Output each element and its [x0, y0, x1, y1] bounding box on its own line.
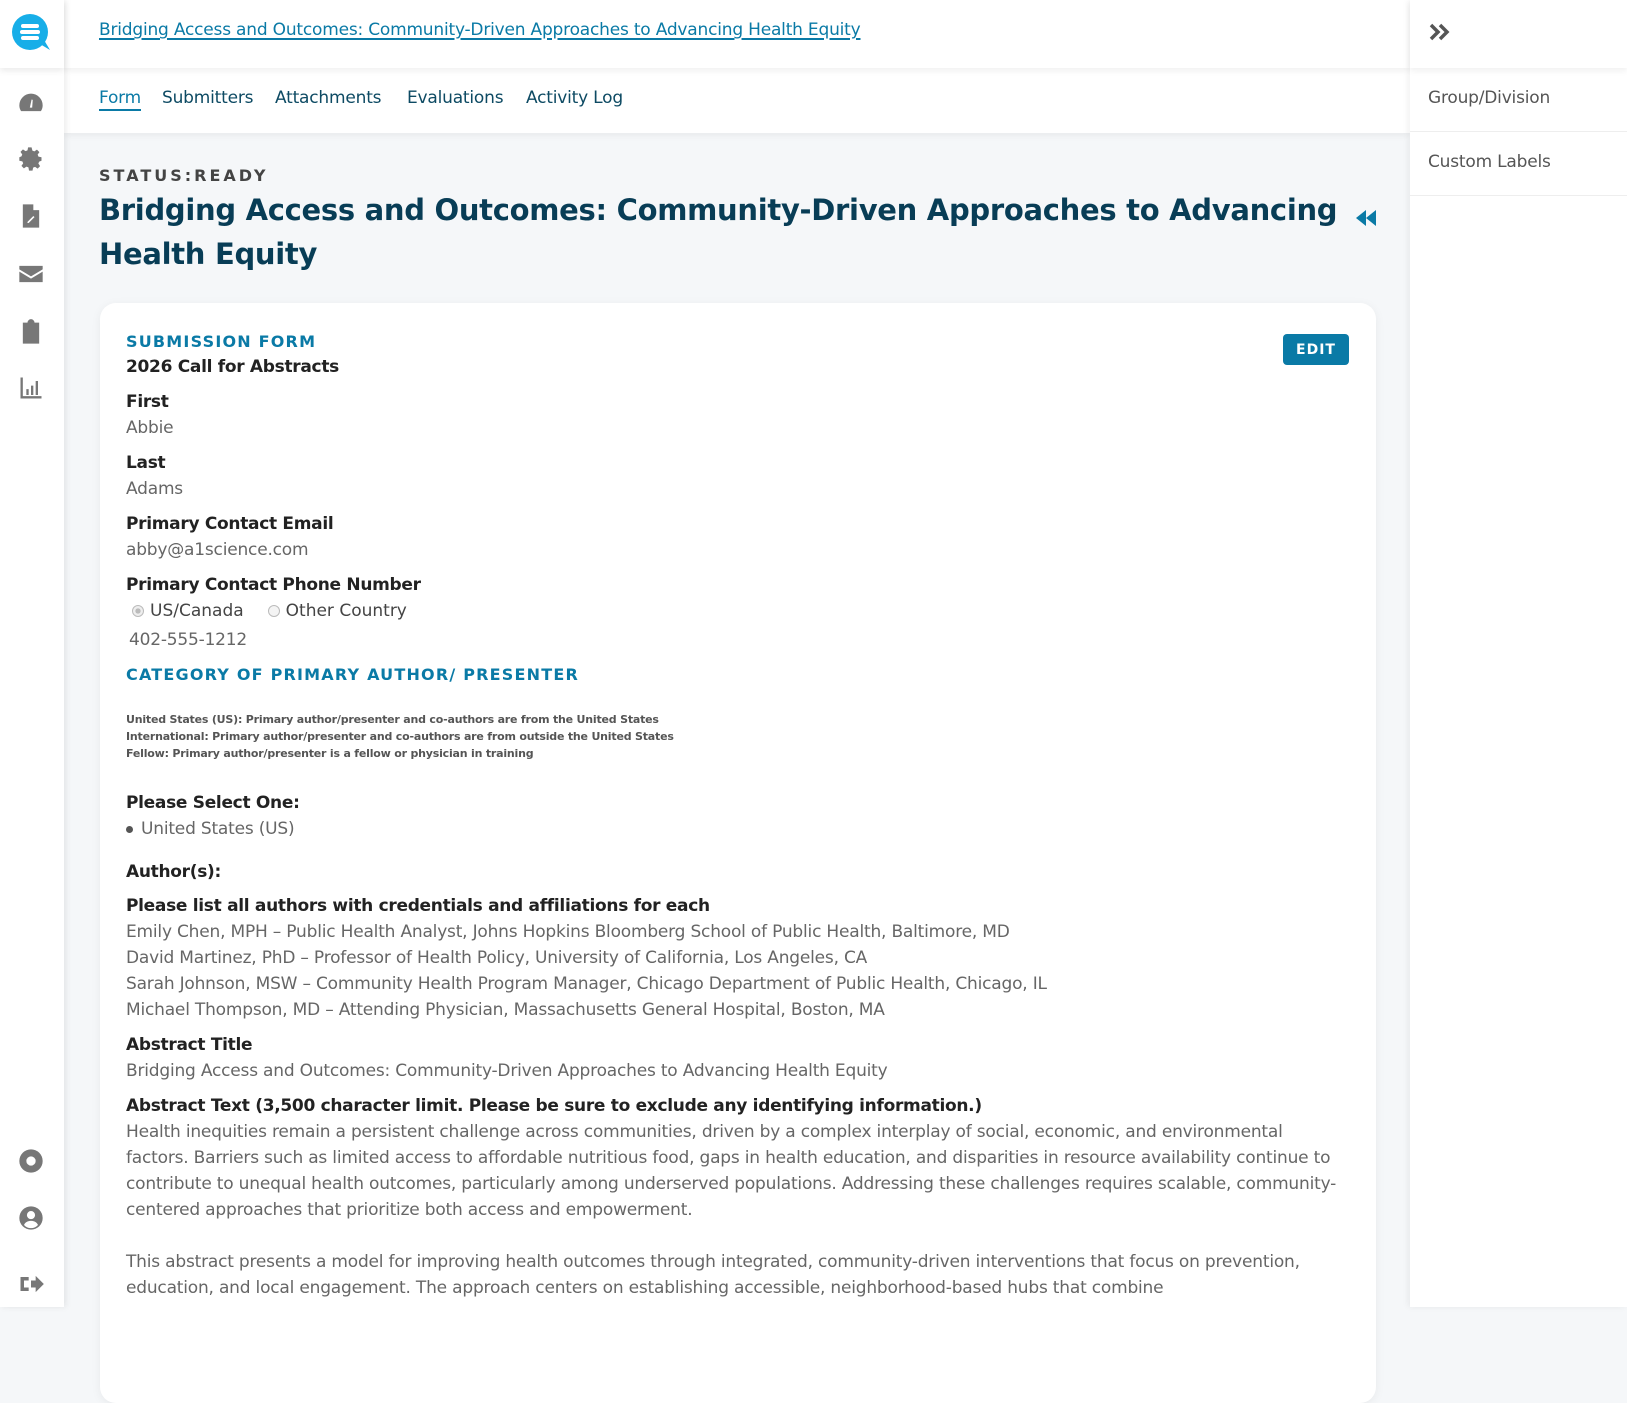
gear-icon[interactable]: [16, 144, 46, 174]
section-heading: SUBMISSION FORM: [126, 332, 317, 351]
field-value: abby@a1science.com: [126, 540, 309, 560]
author-line: David Martinez, PhD – Professor of Health Policy, University of California, Los Angeles, CA: [126, 948, 868, 968]
field-value: Adams: [126, 479, 183, 499]
submission-form-card: [100, 303, 1376, 1403]
note-line: Fellow: Primary author/presenter is a fellow or physician in training: [126, 747, 534, 760]
field-value: Abbie: [126, 418, 174, 438]
panel-item-custom-labels[interactable]: Custom Labels: [1410, 132, 1627, 196]
field-email: [126, 511, 1350, 563]
field-label: Please list all authors with credentials and affiliations for each: [126, 896, 710, 916]
field-phone: [126, 572, 1350, 653]
submission-title-link[interactable]: Bridging Access and Outcomes: Community-Driven Approaches to Advancing Health Equity: [99, 20, 861, 40]
edit-button[interactable]: EDIT: [1283, 334, 1349, 365]
author-line: Michael Thompson, MD – Attending Physician, Massachusetts General Hospital, Boston, MA: [126, 1000, 885, 1020]
authors-heading: Author(s):: [126, 862, 222, 882]
clipboard-icon[interactable]: [16, 317, 46, 347]
right-panel: [1410, 0, 1627, 1307]
panel-item-group-division[interactable]: Group/Division: [1410, 68, 1627, 132]
radio-empty-icon: [268, 605, 280, 617]
field-label: Please Select One:: [126, 793, 300, 813]
radio-label: US/Canada: [150, 601, 244, 621]
user-profile-icon[interactable]: [16, 1203, 46, 1233]
mail-icon[interactable]: [16, 259, 46, 289]
field-select-one: [126, 790, 1350, 842]
author-line: Sarah Johnson, MSW – Community Health Program Manager, Chicago Department of Public Health, Chicago, IL: [126, 974, 1047, 994]
field-label: Abstract Title: [126, 1035, 253, 1055]
abstract-paragraph: This abstract presents a model for improving health outcomes through integrated, community-driven interventions that focus on prevention, education, and local engagement. The approach centers on establishing accessible, neighborhood-based hubs that combine: [126, 1252, 1300, 1298]
field-label: Abstract Text (3,500 character limit. Please be sure to exclude any identifying information.): [126, 1096, 982, 1116]
bar-chart-icon[interactable]: [16, 373, 46, 403]
field-label: Primary Contact Phone Number: [126, 575, 421, 595]
sidebar: [0, 0, 64, 1307]
tab-activity-log[interactable]: Activity Log: [526, 88, 623, 108]
tab-bar: [64, 68, 1410, 133]
field-label: Primary Contact Email: [126, 514, 334, 534]
field-value: United States (US): [141, 819, 295, 839]
tab-attachments[interactable]: Attachments: [275, 88, 382, 108]
field-label: First: [126, 392, 169, 412]
radio-label: Other Country: [285, 601, 407, 621]
section-heading: CATEGORY OF PRIMARY AUTHOR/ PRESENTER: [126, 665, 579, 684]
radio-selected-icon: [132, 605, 144, 617]
app-logo-icon[interactable]: [10, 12, 52, 54]
tab-evaluations[interactable]: Evaluations: [407, 88, 504, 108]
field-authors: [126, 893, 1350, 1023]
bullet-icon: [126, 826, 133, 833]
field-value: Bridging Access and Outcomes: Community-Driven Approaches to Advancing Health Equity: [126, 1061, 888, 1081]
field-abstract-title: [126, 1032, 1350, 1084]
author-line: Emily Chen, MPH – Public Health Analyst, Johns Hopkins Bloomberg School of Public Health, Baltimore, MD: [126, 922, 1010, 942]
field-abstract-text: [126, 1093, 1350, 1301]
tab-form[interactable]: Form: [99, 88, 141, 111]
logout-icon[interactable]: [16, 1269, 46, 1299]
status-label: STATUS:READY: [99, 166, 269, 185]
document-edit-icon[interactable]: [16, 201, 46, 231]
dashboard-icon[interactable]: [16, 88, 46, 118]
field-value: 402-555-1212: [129, 630, 248, 650]
collapse-left-icon[interactable]: [1354, 208, 1378, 228]
tab-submitters[interactable]: Submitters: [162, 88, 254, 108]
abstract-paragraph: Health inequities remain a persistent challenge across communities, driven by a complex interplay of social, economic, and environmental factors. Barriers such as limited access to affordable nutritious food, gaps in health education, and disparities in resource availability continue to contribute to unequal health outcomes, particularly among underserved populations. Addressing these challenges requires scalable, community-centered approaches that prioritize both access and empowerment.: [126, 1122, 1337, 1220]
note-line: United States (US): Primary author/presenter and co-authors are from the United States: [126, 713, 659, 726]
page-title: Bridging Access and Outcomes: Community-Driven Approaches to Advancing Health Equity: [99, 193, 1338, 271]
expand-right-icon[interactable]: [1428, 22, 1452, 42]
category-notes: [126, 711, 1350, 762]
help-lifebuoy-icon[interactable]: [16, 1146, 46, 1176]
radio-us-canada[interactable]: [132, 598, 244, 624]
field-label: Last: [126, 453, 166, 473]
note-line: International: Primary author/presenter and co-authors are from outside the United States: [126, 730, 674, 743]
field-last: [126, 450, 1350, 502]
header: [64, 0, 1410, 68]
form-name: 2026 Call for Abstracts: [126, 357, 339, 377]
radio-other-country[interactable]: [268, 598, 407, 624]
field-first: [126, 389, 1350, 441]
logo-area: [0, 0, 64, 68]
